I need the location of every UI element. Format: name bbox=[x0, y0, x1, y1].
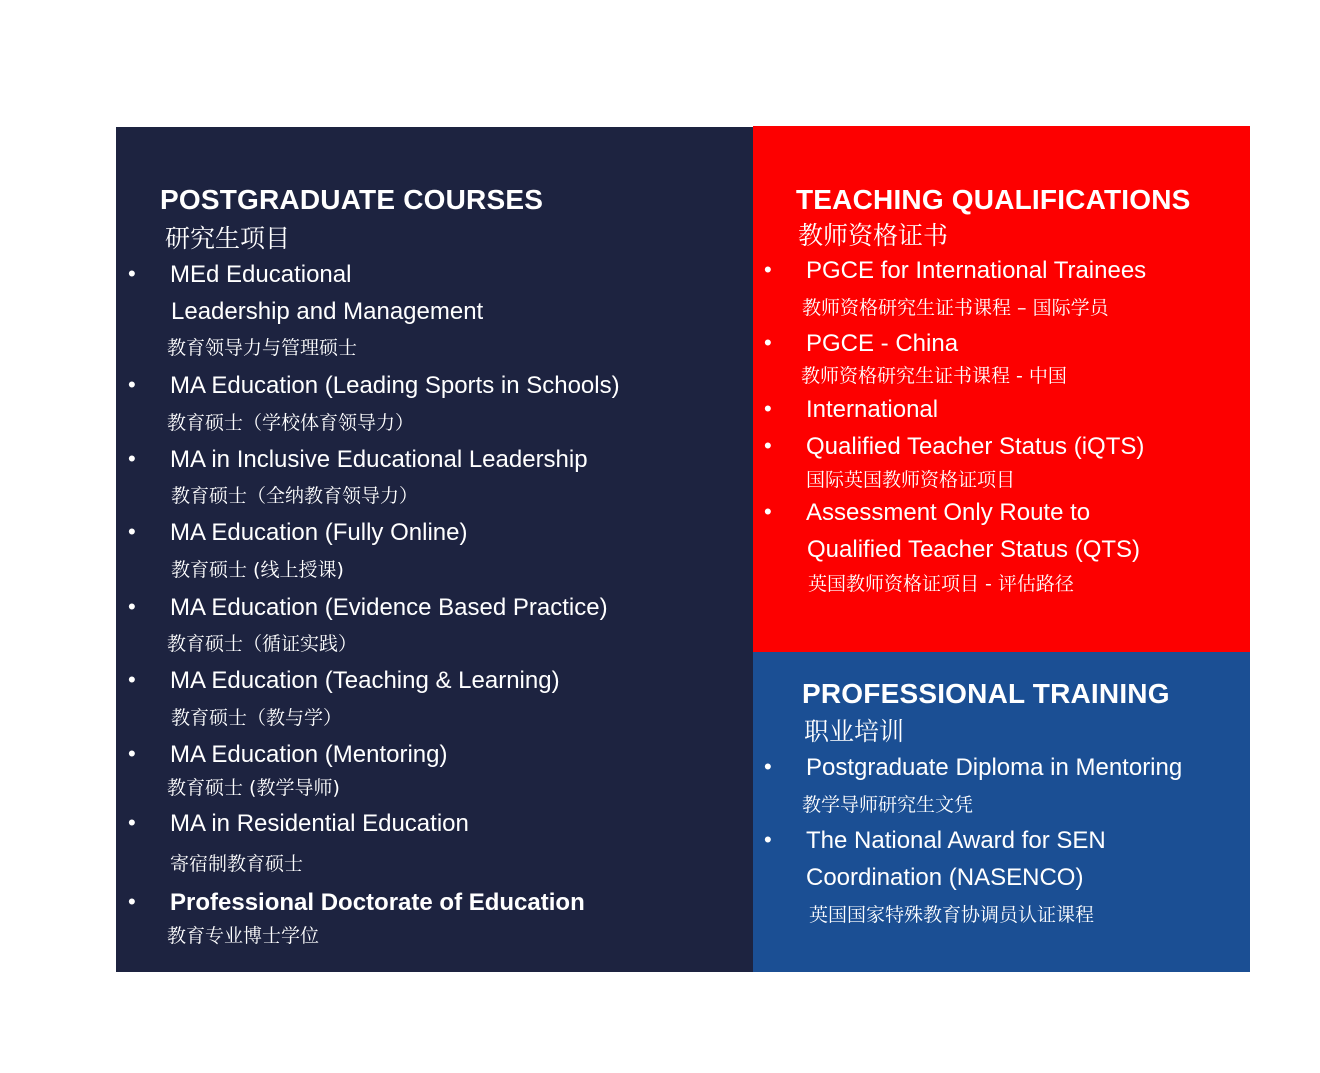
course-item-teaching-learning: MA Education (Teaching & Learning) bbox=[170, 667, 560, 694]
bullet-icon: • bbox=[128, 810, 136, 835]
course-item-cn: 教育硕士（教与学） bbox=[171, 707, 343, 729]
course-item-evidence-based: MA Education (Evidence Based Practice) bbox=[170, 594, 608, 621]
training-item-nasenco-line2: Coordination (NASENCO) bbox=[806, 864, 1084, 891]
course-item-cn: 教育硕士（全纳教育领导力） bbox=[171, 485, 419, 507]
postgraduate-heading-cn: 研究生项目 bbox=[165, 224, 291, 253]
bullet-icon: • bbox=[764, 433, 772, 458]
qualification-item-cn: 英国教师资格证项目 - 评估路径 bbox=[808, 573, 1074, 595]
teaching-heading-cn: 教师资格证书 bbox=[798, 221, 949, 250]
bullet-icon: • bbox=[128, 261, 136, 286]
bullet-icon: • bbox=[128, 519, 136, 544]
bullet-icon: • bbox=[764, 827, 772, 852]
training-item-cn: 英国国家特殊教育协调员认证课程 bbox=[809, 904, 1095, 926]
bullet-icon: • bbox=[764, 396, 772, 421]
bullet-icon: • bbox=[128, 889, 136, 914]
course-item-med-leadership: MEd Educational bbox=[170, 261, 352, 288]
course-item-cn: 教育领导力与管理硕士 bbox=[167, 337, 358, 359]
bullet-icon: • bbox=[764, 754, 772, 779]
bullet-icon: • bbox=[128, 741, 136, 766]
professional-heading-cn: 职业培训 bbox=[804, 717, 905, 746]
qualification-item-cn: 教师资格研究生证书课程 – 国际学员 bbox=[802, 297, 1109, 319]
bullet-icon: • bbox=[128, 446, 136, 471]
bullet-icon: • bbox=[128, 667, 136, 692]
course-item-cn: 教育硕士（循证实践） bbox=[167, 633, 358, 655]
postgraduate-courses-panel bbox=[116, 127, 753, 972]
qualification-item-pgce-china: PGCE - China bbox=[806, 330, 959, 357]
teaching-heading: TEACHING QUALIFICATIONS bbox=[796, 184, 1191, 215]
bullet-icon: • bbox=[128, 372, 136, 397]
qualification-item-pgce-international: PGCE for International Trainees bbox=[806, 257, 1147, 284]
qualification-item-international: International bbox=[806, 396, 939, 423]
qualification-item-cn: 国际英国教师资格证项目 bbox=[806, 469, 1016, 491]
training-item-nasenco: The National Award for SEN bbox=[806, 827, 1106, 854]
course-item-residential: MA in Residential Education bbox=[170, 810, 469, 837]
training-item-cn: 教学导师研究生文凭 bbox=[802, 794, 974, 816]
course-item-cn: 教育专业博士学位 bbox=[167, 925, 320, 947]
professional-training-panel bbox=[753, 652, 1250, 972]
course-item-doctorate: Professional Doctorate of Education bbox=[170, 889, 585, 916]
course-item-cn: 教育硕士 (教学导师) bbox=[167, 777, 340, 799]
postgraduate-heading: POSTGRADUATE COURSES bbox=[160, 184, 544, 215]
bullet-icon: • bbox=[128, 594, 136, 619]
qualification-item-cn: 教师资格研究生证书课程 - 中国 bbox=[801, 365, 1067, 387]
course-item-cn: 教育硕士（学校体育领导力） bbox=[167, 412, 415, 434]
course-item-cn: 教育硕士 (线上授课) bbox=[171, 559, 344, 581]
course-item-inclusive-leadership: MA in Inclusive Educational Leadership bbox=[170, 446, 588, 473]
qualification-item-iqts: Qualified Teacher Status (iQTS) bbox=[806, 433, 1145, 460]
course-item-med-leadership-line2: Leadership and Management bbox=[171, 298, 484, 325]
professional-heading: PROFESSIONAL TRAINING bbox=[802, 678, 1170, 709]
course-item-fully-online: MA Education (Fully Online) bbox=[170, 519, 468, 546]
teaching-qualifications-panel bbox=[753, 126, 1250, 652]
training-item-pg-diploma-mentoring: Postgraduate Diploma in Mentoring bbox=[806, 754, 1183, 781]
qualification-item-assessment-only: Assessment Only Route to bbox=[806, 499, 1091, 526]
bullet-icon: • bbox=[764, 499, 772, 524]
course-item-mentoring: MA Education (Mentoring) bbox=[170, 741, 448, 768]
qualification-item-assessment-only-line2: Qualified Teacher Status (QTS) bbox=[807, 536, 1141, 563]
course-item-leading-sports: MA Education (Leading Sports in Schools) bbox=[170, 372, 620, 399]
bullet-icon: • bbox=[764, 257, 772, 282]
course-item-cn: 寄宿制教育硕士 bbox=[170, 853, 304, 875]
bullet-icon: • bbox=[764, 330, 772, 355]
